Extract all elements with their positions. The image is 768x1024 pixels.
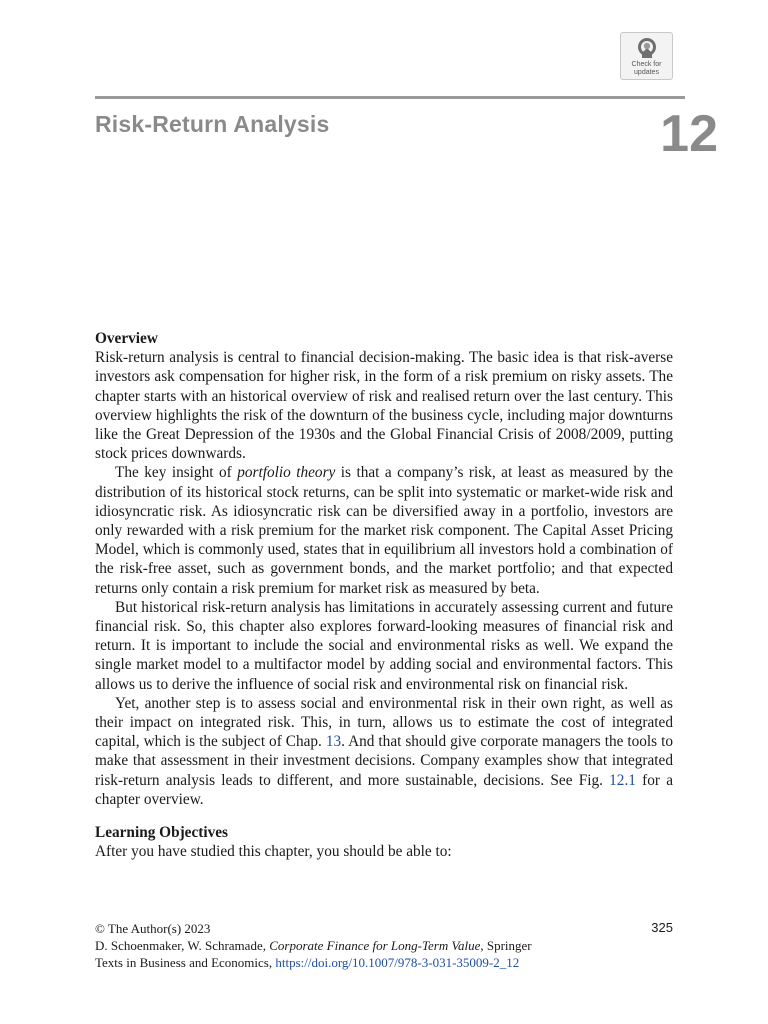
overview-heading: Overview (95, 330, 158, 347)
overview-paragraph-1: Risk-return analysis is central to financial decision-making. The basic idea is that risk-averse investors ask compensation for higher risk, in the form of a risk premium on risky assets. The chapter starts with an historical overview of risk and realised return over the last century. This overview highlights the risk of the downturn of the business cycle, including major downturns like the Great Depression of the 1930s and the Global Financial Crisis of 2008/2009, putting stock prices downwards. (95, 349, 673, 463)
figure-12-1-link[interactable]: 12.1 (609, 771, 636, 789)
series-line (95, 954, 673, 971)
p4-text-end: for a chapter overview. (95, 771, 673, 808)
chapter-13-link[interactable]: 13 (325, 733, 342, 751)
p4-text-middle: . And that should give corporate managers the tools to make that assessment in their investment decisions. Company examples show that integrated risk-return analysis leads to different, and more sustainable, decisions. See Fig. (95, 733, 673, 789)
chapter-body (95, 329, 673, 861)
doi-link[interactable]: https://doi.org/10.1007/978-3-031-35009-2_12 (275, 955, 520, 970)
page-number: 325 (651, 920, 673, 935)
chapter-rule (95, 96, 685, 99)
citation-authors: D. Schoenmaker, W. Schramade, (95, 938, 270, 953)
copyright-line: © The Author(s) 2023 (95, 921, 211, 936)
overview-paragraph-2 (95, 463, 673, 597)
p4-text-start: Yet, another step is to assess social and environmental risk in their own right, as well as their impact on integrated risk. This, in turn, allows us to estimate the cost of integrated capital, which is the subject of Chap. (95, 694, 673, 751)
learning-objectives-intro: After you have studied this chapter, you should be able to: (95, 843, 452, 861)
citation-book-title: Corporate Finance for Long-Term Value (269, 938, 481, 953)
p2-text-start: The key insight of (115, 464, 238, 482)
overview-paragraph-3: But historical risk-return analysis has limitations in accurately assessing current and future financial risk. So, this chapter also explores forward-looking measures of financial risk and return. It is important to include the social and environmental risks as well. We expand the single market model to a multifactor model by adding social and environmental factors. This allows us to derive the influence of social risk and environmental risk on financial risk. (95, 598, 673, 693)
chapter-number: 12 (660, 105, 718, 163)
citation-publisher: , Springer (480, 938, 532, 953)
page-footer (95, 920, 673, 971)
overview-paragraph-4 (95, 694, 673, 809)
p2-text-end: is that a company’s risk, at least as measured by the distribution of its historical stock returns, can be split into systematic or market-wide risk and idiosyncratic risk. As idiosyncratic risk can be diversified away in a portfolio, investors are only rewarded with a risk premium for the market risk component. The Capital Asset Pricing Model, which is commonly used, states that in equilibrium all investors hold a combination of the risk-free asset, such as government bonds, and the market portfolio; and that expected returns only contain a risk premium for market risk as measured by beta. (95, 464, 674, 597)
chapter-title: Risk-Return Analysis (95, 111, 330, 137)
check-for-updates-icon (635, 36, 659, 60)
citation-line (95, 937, 673, 954)
check-for-updates-badge[interactable] (620, 32, 673, 80)
badge-line-2: updates (634, 69, 659, 76)
section-gap (95, 809, 673, 823)
portfolio-theory-term: portfolio theory (237, 464, 336, 482)
badge-line-1: Check for (631, 61, 662, 68)
learning-objectives-heading: Learning Objectives (95, 824, 228, 842)
citation-series: Texts in Business and Economics, (95, 955, 276, 970)
